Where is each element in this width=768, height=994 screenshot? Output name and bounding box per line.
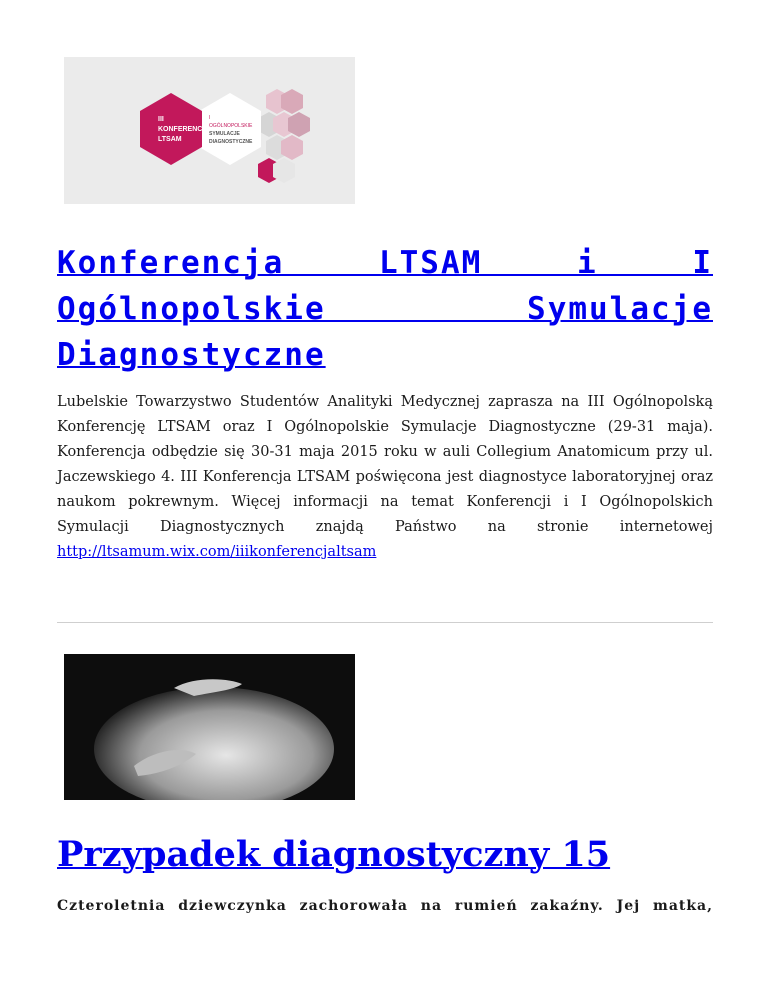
post-excerpt-case: Czteroletnia dziewczynka zachorowała na rumień zakaźny. Jej matka, bbox=[57, 898, 713, 914]
post-title-conference-link[interactable]: Konferencja LTSAM i I Ogólnopolskie Symulacje Diagnostyczne bbox=[57, 245, 713, 373]
post-title-conference bbox=[57, 240, 713, 378]
banner-side-line-2: OGÓLNOPOLSKIE bbox=[209, 123, 253, 129]
conference-website-link[interactable]: http://ltsamum.wix.com/iiikonferencjaltsam bbox=[57, 544, 377, 560]
post-title-case bbox=[57, 832, 610, 878]
conference-banner-image bbox=[64, 57, 355, 204]
pregnancy-photo-image bbox=[64, 654, 355, 800]
banner-logo-line-2: KONFERENCJA bbox=[158, 126, 212, 133]
post-title-case-link[interactable]: Przypadek diagnostyczny 15 bbox=[57, 834, 611, 875]
banner-side-line-4: DIAGNOSTYCZNE bbox=[209, 139, 253, 145]
post-body-text: Lubelskie Towarzystwo Studentów Analityki Medycznej zaprasza na III Ogólnopolską Konferencję LTSAM oraz I Ogólnopolskie Symulacje Diagnostyczne (29-31 maja). Konferencja odbędzie się 30-31 maja 2015 roku w auli Collegium Anatomicum przy ul. Jaczewskiego 4. III Konferencja LTSAM poświęcona jest diagnostyce laboratoryjnej oraz naukom pokrewnym. Więcej informacji na temat Konferencji i I Ogólnopolskich Symulacji Diagnostycznych znajdą Państwo na stronie internetowej bbox=[57, 394, 713, 535]
banner-logo-line-3: LTSAM bbox=[158, 136, 182, 143]
banner-side-line-3: SYMULACJE bbox=[209, 131, 240, 137]
banner-side-line-1: I bbox=[209, 115, 211, 121]
post-body-conference bbox=[57, 390, 713, 565]
banner-logo-line-1: III bbox=[158, 116, 164, 123]
post-separator bbox=[57, 622, 713, 623]
